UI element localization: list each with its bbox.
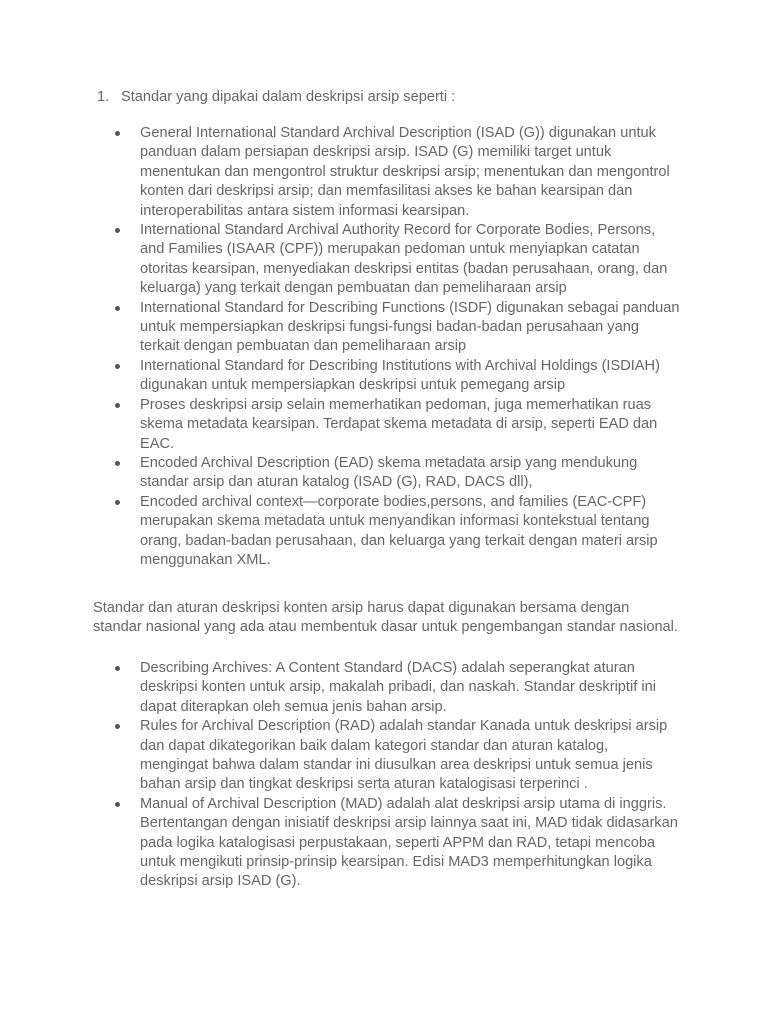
list-item-text: Manual of Archival Description (MAD) adalah alat deskripsi arsip utama di inggris. Bertentangan dengan inisiatif deskripsi arsip lainnya saat ini, MAD tidak didasarkan pada logika katalogisasi perpustakaan, seperti APPM dan RAD, tetapi mencoba untuk mengikuti prinsip-prinsip kearsipan. Edisi MAD3 memperhitungkan logika deskripsi arsip ISAD (G). — [140, 795, 678, 890]
list-item — [0, 124, 680, 221]
list-item-text: Encoded Archival Description (EAD) skema metadata arsip yang mendukung standar arsip dan aturan katalog (ISAD (G), RAD, DACS dll), — [140, 454, 638, 491]
bullet-icon — [115, 802, 120, 807]
list-item-text: Proses deskripsi arsip selain memerhatikan pedoman, juga memerhatikan ruas skema metadata kearsipan. Terdapat skema metadata di arsip, seperti EAD dan EAC. — [140, 396, 658, 452]
bullet-icon — [115, 306, 120, 311]
list-item — [0, 299, 680, 357]
list-item-text: International Standard for Describing Functions (ISDF) digunakan sebagai panduan untuk mempersiapkan deskripsi fungsi-fungsi badan-badan perusahaan yang terkait dengan pembuatan dan pemeliharaan arsip — [140, 299, 680, 355]
list-item-text: General International Standard Archival Description (ISAD (G)) digunakan untuk panduan dalam persiapan deskripsi arsip. ISAD (G) memiliki target untuk menentukan dan mengontrol struktur deskripsi arsip; menentukan dan mengontrol konten dari deskripsi arsip; dan memfasilitasi akses ke bahan kearsipan dan interoperabilitas antara sistem informasi kearsipan. — [140, 125, 670, 219]
item-text: Standar yang dipakai dalam deskripsi arsip seperti : — [121, 89, 456, 105]
list-item — [0, 454, 680, 493]
bullet-icon — [115, 461, 120, 466]
bullet-icon — [115, 666, 120, 671]
list-item-text: Describing Archives: A Content Standard (DACS) adalah seperangkat aturan deskripsi konten untuk arsip, makalah pribadi, dan naskah. Standar deskriptif ini dapat diterapkan oleh semua jenis bahan arsip. — [140, 660, 656, 715]
list-item-text: International Standard Archival Authority Record for Corporate Bodies, Persons, and Families (ISAAR (CPF)) merupakan pedoman untuk menyiapkan catatan otoritas kearsipan, menyediakan deskripsi entitas (badan perusahaan, orang, dan keluarga) yang terkait dengan pembuatan dan pemeliharaan arsip — [140, 222, 668, 297]
item-number: 1. — [97, 89, 110, 105]
content-standards-list — [0, 659, 768, 892]
list-item — [0, 659, 680, 717]
bullet-icon — [115, 403, 120, 408]
bullet-icon — [115, 364, 120, 369]
body-paragraph: Standar dan aturan deskripsi konten arsip harus dapat digunakan bersama dengan standar nasional yang ada atau membentuk dasar untuk pengembangan standar nasional. — [93, 599, 678, 635]
standards-list — [0, 124, 768, 570]
list-item — [0, 795, 680, 892]
numbered-item — [97, 88, 697, 107]
list-item-text: Rules for Archival Description (RAD) adalah standar Kanada untuk deskripsi arsip dan dapat dikategorikan baik dalam kategori standar dan aturan katalog, mengingat bahwa dalam standar ini diusulkan area deskripsi untuk semua jenis bahan arsip dan tingkat deskripsi serta aturan katalogisasi terperinci . — [140, 718, 668, 793]
list-item-text: International Standard for Describing Institutions with Archival Holdings (ISDIAH) digunakan untuk mempersiapkan deskripsi untuk pemegang arsip — [140, 357, 660, 394]
bullet-icon — [115, 500, 120, 505]
list-item — [0, 357, 680, 396]
list-item-text: Encoded archival context—corporate bodies,persons, and families (EAC-CPF) merupakan skema metadata untuk menyandikan informasi kontekstual tentang orang, badan-badan perusahaan, dan keluarga yang terkait dengan materi arsip menggunakan XML. — [140, 493, 658, 568]
bullet-icon — [115, 131, 120, 136]
list-item — [0, 493, 680, 571]
list-item — [0, 396, 680, 454]
list-item — [0, 717, 680, 795]
list-item — [0, 221, 680, 299]
bullet-icon — [115, 724, 120, 729]
bullet-icon — [115, 228, 120, 233]
